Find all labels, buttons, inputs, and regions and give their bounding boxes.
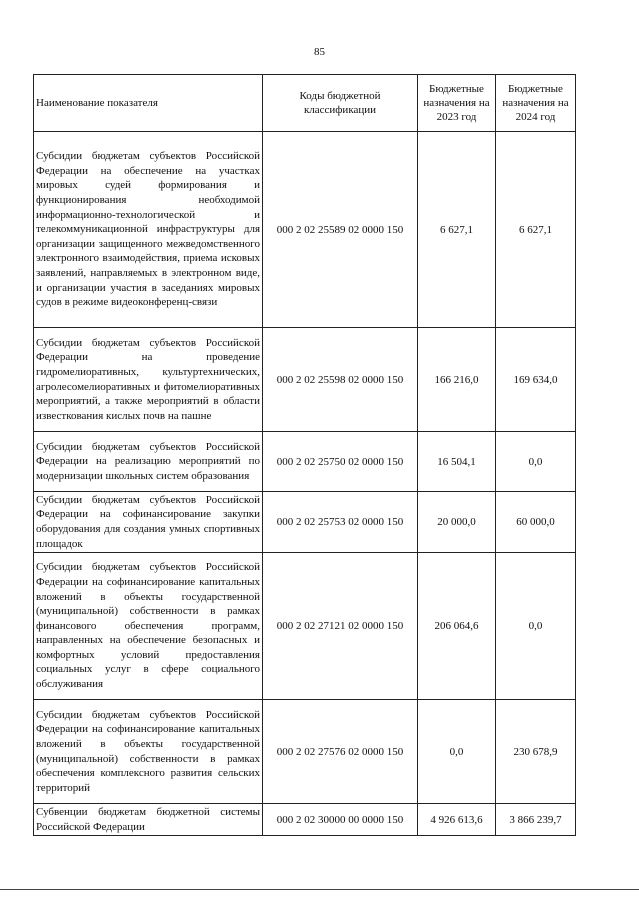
row-name: Субсидии бюджетам субъектов Российской Федерации на софинансирование капитальных вложений в объекты государственной (муниципальной) собственности в рамках обеспечения комплексного развития сельских территорий xyxy=(34,700,263,804)
header-budget-code: Коды бюджетной классификации xyxy=(263,75,418,132)
row-code: 000 2 02 25598 02 0000 150 xyxy=(263,328,418,432)
row-name: Субсидии бюджетам субъектов Российской Федерации на софинансирование закупки оборудования для создания умных спортивных площадок xyxy=(34,492,263,553)
budget-table xyxy=(33,74,576,836)
header-indicator-name: Наименование показателя xyxy=(34,75,263,132)
table-row xyxy=(34,492,576,553)
row-value-2023: 20 000,0 xyxy=(418,492,496,553)
header-allocation-2023: Бюджетные назначения на 2023 год xyxy=(418,75,496,132)
row-name: Субсидии бюджетам субъектов Российской Федерации на реализацию мероприятий по модернизации школьных систем образования xyxy=(34,432,263,492)
row-value-2023: 0,0 xyxy=(418,700,496,804)
table-row xyxy=(34,804,576,836)
row-name: Субсидии бюджетам субъектов Российской Федерации на обеспечение на участках мировых судей формирования и функционирования необходимой информационно-технологической и телекоммуникационной инфраструктуры для организации защищенного межведомственного электронного взаимодействия, приема исковых заявлений, направляемых в электронном виде, и организации участия в заседаниях мировых судов в режиме видеоконференц-связи xyxy=(34,132,263,328)
row-value-2024: 0,0 xyxy=(496,553,576,700)
row-code: 000 2 02 27576 02 0000 150 xyxy=(263,700,418,804)
table-row xyxy=(34,553,576,700)
table-row xyxy=(34,432,576,492)
table-header-row xyxy=(34,75,576,132)
row-value-2024: 230 678,9 xyxy=(496,700,576,804)
bottom-scan-edge xyxy=(0,889,639,890)
row-value-2023: 166 216,0 xyxy=(418,328,496,432)
row-code: 000 2 02 27121 02 0000 150 xyxy=(263,553,418,700)
row-value-2024: 3 866 239,7 xyxy=(496,804,576,836)
row-code: 000 2 02 30000 00 0000 150 xyxy=(263,804,418,836)
row-name: Субсидии бюджетам субъектов Российской Федерации на проведение гидромелиоративных, культуртехнических, агролесомелиоративных и фитомелиоративных мероприятий, а также мероприятий в области известкования кислых почв на пашне xyxy=(34,328,263,432)
row-code: 000 2 02 25753 02 0000 150 xyxy=(263,492,418,553)
table-row xyxy=(34,328,576,432)
page-number: 85 xyxy=(314,46,325,58)
row-value-2024: 6 627,1 xyxy=(496,132,576,328)
table-row xyxy=(34,700,576,804)
table-row xyxy=(34,132,576,328)
row-code: 000 2 02 25750 02 0000 150 xyxy=(263,432,418,492)
row-value-2023: 206 064,6 xyxy=(418,553,496,700)
row-name: Субвенции бюджетам бюджетной системы Российской Федерации xyxy=(34,804,263,836)
row-value-2024: 169 634,0 xyxy=(496,328,576,432)
row-value-2024: 60 000,0 xyxy=(496,492,576,553)
row-value-2023: 4 926 613,6 xyxy=(418,804,496,836)
header-allocation-2024: Бюджетные назначения на 2024 год xyxy=(496,75,576,132)
row-code: 000 2 02 25589 02 0000 150 xyxy=(263,132,418,328)
row-value-2023: 6 627,1 xyxy=(418,132,496,328)
row-value-2024: 0,0 xyxy=(496,432,576,492)
row-name: Субсидии бюджетам субъектов Российской Федерации на софинансирование капитальных вложений в объекты государственной (муниципальной) собственности в рамках финансового обеспечения программ, направленных на обеспечение безопасных и комфортных условий предоставления социальных услуг в сфере социального обслуживания xyxy=(34,553,263,700)
row-value-2023: 16 504,1 xyxy=(418,432,496,492)
